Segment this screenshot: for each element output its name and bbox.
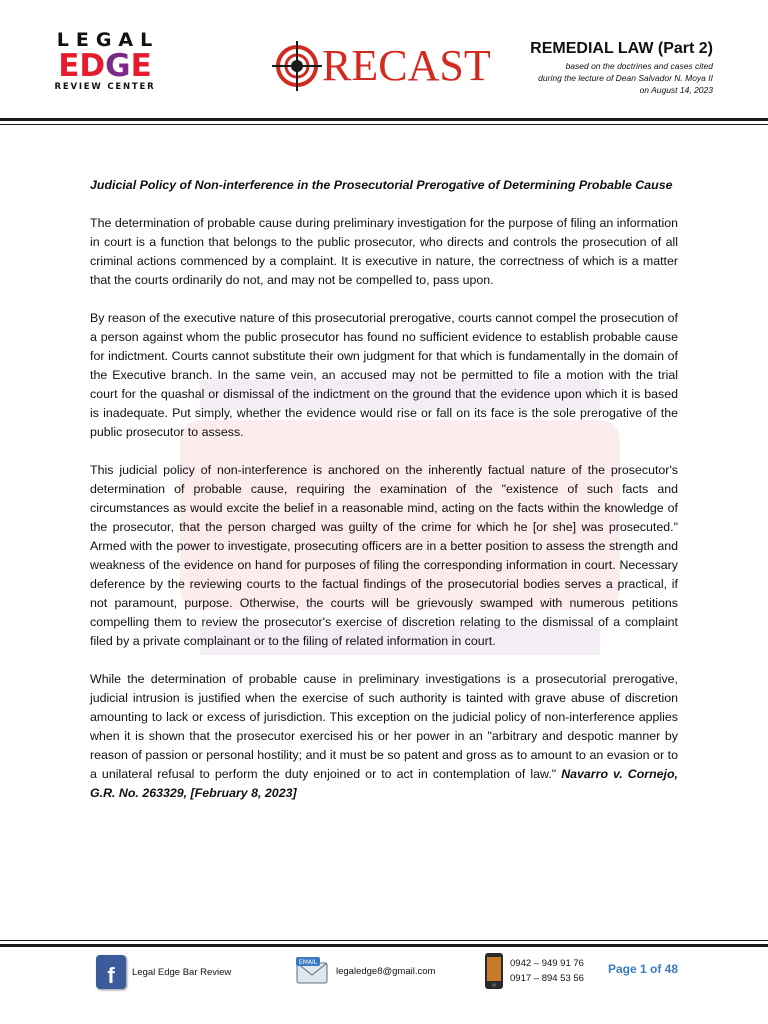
phone-icon <box>484 952 504 990</box>
email-link[interactable] <box>294 953 435 989</box>
header-rule-thin <box>0 124 768 125</box>
facebook-icon: f <box>96 955 126 989</box>
forecast-brand <box>272 36 491 96</box>
email-icon <box>294 953 330 989</box>
paragraph-4-text: While the determination of probable cause in preliminary investigations is a prosecutorial prerogative, judicial intrusion is justified when the exercise of such authority is tainted with grave abuse of discretion amounting to lack or excess of jurisdiction. This exception on the judicial policy of non-interference applies when it is shown that the prosecutor exercised his or her power in an "arbitrary and despotic manner by reason of passion or personal hostility; and it must be so patent and gross as to amount to an evasion or to a unilateral refusal to perform the duty enjoined or to act in contemplation of law." <box>90 672 678 781</box>
paragraph-4 <box>90 670 678 803</box>
phone-numbers <box>510 956 584 986</box>
legal-edge-logo <box>50 30 160 93</box>
paragraph-3: This judicial policy of non-interference is anchored on the inherently factual nature of the prosecutor's determination of probable cause, requiring the examination of the "existence of such facts and circumstances as would excite the belief in a reasonable mind, acting on the facts within the knowledge of the prosecutor, that the person charged was guilty of the crime for which he [or she] was prosecuted." Armed with the power to investigate, prosecuting officers are in a better position to assess the strength and weakness of the evidence on hand for purposes of filing the corresponding information in court. Necessary deference by the reviewing courts to the factual findings of the prosecutorial bodies serves a practical, if not paramount, purpose. Otherwise, the courts will be grievously swamped with numerous petitions compelling them to review the prosecutor's exercise of discretion relating to the dismissal of a complaint filed by a private complainant or to the filing of related information in court. <box>90 463 678 648</box>
page-header <box>0 0 768 125</box>
subtitle-line-1: based on the doctrines and cases cited <box>565 61 713 71</box>
facebook-link[interactable] <box>96 955 231 989</box>
target-icon <box>272 41 322 91</box>
logo-top-text: LEGAL <box>56 29 160 51</box>
logo-bottom-text: REVIEW CENTER <box>54 82 156 92</box>
page-footer <box>0 950 768 1010</box>
header-rule-thick <box>0 118 768 121</box>
svg-text:EMAIL: EMAIL <box>298 959 318 966</box>
footer-rule-thick <box>0 944 768 947</box>
footer-rule-thin <box>0 940 768 941</box>
email-address: legaledge8@gmail.com <box>336 965 436 977</box>
paragraph-1: The determination of probable cause during preliminary investigation for the purpose of filing an information in court is a function that belongs to the public prosecutor, who directs and controls the prosecution of all criminal actions commenced by a complaint. It is executive in nature, the correctness of which is a matter that the courts ordinarily do not, and may not be compelled to, pass upon. <box>90 216 678 287</box>
section-heading: Judicial Policy of Non-interference in the Prosecutorial Prerogative of Determining Probable Cause <box>90 178 673 192</box>
facebook-label: Legal Edge Bar Review <box>132 966 232 978</box>
document-title: REMEDIAL LAW (Part 2) <box>530 40 713 57</box>
forecast-text: RECAST <box>322 41 491 90</box>
phone-contact <box>484 952 584 990</box>
title-block <box>530 38 713 96</box>
document-body <box>90 176 678 822</box>
page-number: Page 1 of 48 <box>608 962 679 976</box>
case-citation: Navarro v. Cornejo, G.R. No. 263329, [February 8, 2023] <box>90 767 678 800</box>
phone-number-2: 0917 – 894 53 56 <box>510 973 584 984</box>
phone-number-1: 0942 – 949 91 76 <box>510 958 584 969</box>
logo-mid-text: EDGE <box>58 48 152 84</box>
subtitle-line-3: on August 14, 2023 <box>639 85 713 95</box>
subtitle-line-2: during the lecture of Dean Salvador N. Moya II <box>538 73 713 83</box>
paragraph-2: By reason of the executive nature of this prosecutorial prerogative, courts cannot compel the prosecution of a person against whom the public prosecutor has found no sufficient evidence to establish probable cause for indictment. Courts cannot substitute their own judgment for that which is fundamentally in the domain of the Executive branch. In the same vein, an accused may not be permitted to file a motion with the trial court for the quashal or dismissal of the indictment on the ground that the evidence upon which it is based is inadequate. Put simply, whether the evidence would rise or fall on its face is the sole prerogative of the public prosecutor to assess. <box>90 311 678 439</box>
